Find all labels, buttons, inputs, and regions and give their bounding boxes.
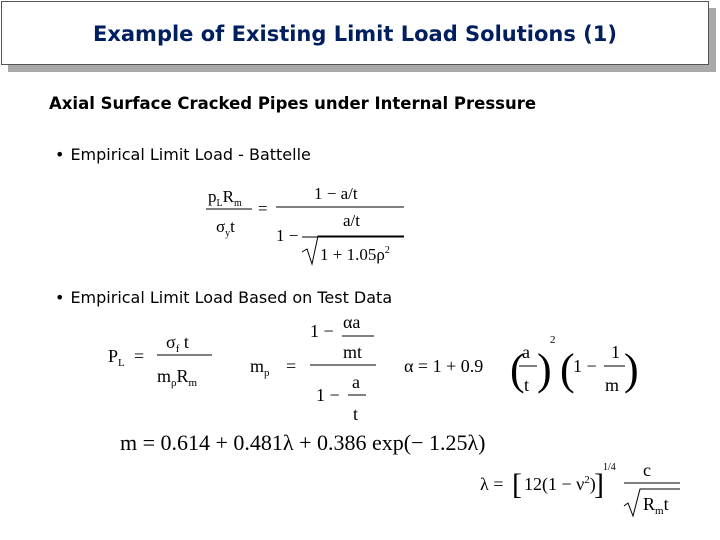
svg-text:pLRm: $p_LR_m$	[208, 187, 242, 209]
svg-text:c: c	[643, 460, 651, 480]
svg-text:mt: mt	[343, 342, 363, 362]
svg-text:PL: $P_L$	[108, 346, 125, 369]
svg-text:t: t	[353, 404, 359, 424]
svg-text:a: a	[522, 342, 530, 362]
slide-title: Example of Existing Limit Load Solutions (1)	[93, 22, 617, 46]
svg-text:(: (	[560, 345, 575, 394]
svg-text:12(1 − ν2): $12(1 - \nu^2)$	[524, 474, 596, 494]
svg-text:): )	[537, 345, 552, 394]
svg-text:1 −: 1 −	[310, 321, 334, 341]
svg-text:1 − a/t: 1 − a/t	[314, 184, 358, 203]
svg-text:=: =	[286, 356, 297, 376]
svg-text:a: a	[352, 372, 360, 392]
m-equation	[120, 430, 486, 455]
battelle-equation	[206, 184, 404, 264]
svg-text:1 −: 1 −	[573, 356, 597, 376]
bullet-text: Empirical Limit Load - Battelle	[70, 145, 311, 164]
slide-subtitle: Axial Surface Cracked Pipes under Internal Pressure	[49, 94, 537, 113]
svg-text:]: ]	[594, 468, 604, 501]
bullet-marker: •	[55, 145, 65, 164]
svg-text:(: (	[510, 345, 525, 394]
pl-equation	[108, 332, 212, 389]
svg-text:λ =: λ =	[480, 474, 504, 494]
svg-text:2: 2	[550, 334, 556, 346]
svg-text:αa: αa	[343, 312, 361, 332]
svg-text:m = 0.614 + 0.481λ + 0.386 exp: m = 0.614 + 0.481λ + 0.386 exp(− 1.25λ)	[120, 430, 486, 455]
svg-text:Rmt: $R_mt$	[643, 494, 669, 517]
svg-text:[: [	[512, 468, 522, 501]
svg-text:1/4: 1/4	[603, 462, 616, 473]
alpha-equation	[404, 334, 639, 395]
svg-text:a/t: a/t	[343, 211, 360, 230]
svg-text:=: =	[134, 346, 145, 366]
svg-text:α = 1 + 0.9: α = 1 + 0.9	[404, 356, 484, 376]
svg-text:1 −: 1 −	[276, 226, 299, 245]
svg-text:1 + 1.05ρ2: $1 + 1.05\rho^2$	[320, 245, 390, 264]
svg-text:mρRm: $m_\rho R_m$	[157, 366, 198, 389]
svg-text:σyt: $\sigma_yt$	[216, 217, 235, 239]
bullet-text: Empirical Limit Load Based on Test Data	[70, 288, 393, 307]
svg-text:mp: $m_p$	[250, 356, 270, 379]
svg-text:σf t: $\sigma_f$ t	[166, 332, 189, 355]
bullet-marker: •	[55, 288, 65, 307]
svg-text:): )	[624, 345, 639, 394]
svg-text:1 −: 1 −	[316, 385, 340, 405]
svg-text:m: m	[605, 375, 620, 395]
mp-equation	[250, 312, 376, 424]
lambda-equation	[480, 460, 680, 517]
svg-text:=: =	[258, 199, 268, 218]
svg-text:1: 1	[611, 342, 620, 362]
svg-text:t: t	[524, 375, 530, 395]
